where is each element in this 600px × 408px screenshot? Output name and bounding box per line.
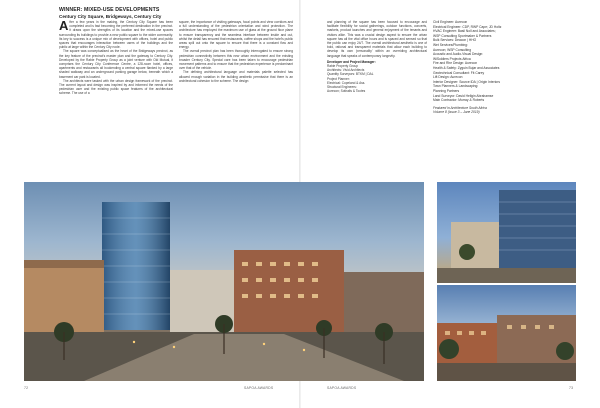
left-page-number: 72: [24, 386, 29, 390]
credit-line: Fire and Rhe Design: Aurecon: [433, 61, 478, 66]
paragraph: The architects were tasked with the urban design framework of the precinct. The current layout and design was inspired by and informed the needs of the pedestrian user and the existing public space features of the architectural scheme. The use of a: [59, 78, 173, 96]
drop-cap: A: [59, 20, 69, 33]
credit-line: Acoustic and Audio-Visual Design:: [433, 52, 484, 57]
paragraph: The overall precinct plan has been thoroughly interrogated to ensure strong pedestrian connectivity between this new urban environment and the existing broader Century City. Special care has been taken to encourage pedestrian movement patterns and to ensure that the pedestrian experience is predominant over that of the vehicle.: [179, 49, 293, 71]
office-tower-exterior-photo: [437, 182, 576, 283]
credit-line: Civil Engineer: Aurecon: [433, 20, 468, 24]
credit-line: HVAC Engineer: Basil Noll and Associates;: [433, 29, 496, 34]
credit-line: Project Planner:: [327, 76, 350, 81]
credit-line: Architects: Vivid Architects: [327, 68, 365, 73]
paragraph: The square was conceptualised as the heart of the Bridgeways precinct, as the key feature of the precinct's master plan and the gateway to Century City. Developed by the Rabie Property Group as a joint venture with Old Mutual, it comprises the Century City Conference Centre, a 128-room hotel, offices, apartments and restaurants all bookending a central square flanked by a large shaded walkway and an underground parking garage below, beneath which a basement car park is located.: [59, 49, 173, 79]
credit-line: Aurecon; WSP Consulting: [433, 47, 472, 52]
award-category: WINNER: MIXED-USE DEVELOPMENTS: [59, 7, 160, 13]
paragraph: The defining architectural language and materials palette selected has allowed enough variation in the building aesthetic permissive that there is an architectural cohesion to the scheme. The design: [179, 70, 293, 83]
credit-line: Health & Safety: Zyguin Bujar and Associates: [433, 65, 500, 70]
credit-line: Main Contractor: Murray & Roberts: [433, 98, 485, 103]
paragraph: fter a few years in the making, the Century City Square has been completed and is fast becoming the preferred destination in the precinct. It draws upon the strengths of its location and the mixed-use spaces surrounding its buildings to provide a new public square to the wider community. Its key to success is a unique mix of development with offices, hotel and public spaces that encourages interaction between users of the buildings and the public at large within the Century City node.: [59, 20, 173, 50]
credit-line: Wet Services/Plumbing:: [433, 42, 468, 47]
credit-line: Quantity Surveyors: BTKM | DAL: [327, 72, 374, 77]
credit-line: Bulk Services: Deacon | HHO: [433, 38, 477, 43]
paragraph: square, the importance of visiting gateways, focal points and view corridors and a full understanding of the pedestrian orientation and wind protection. The architecture has employed the maximum use of glass at the ground floor plane to ensure transparency and the seamless interface between inside and out, whilst the detail has ensured that restaurants, coffee shops and the hotel's public areas spill out onto the square to ensure that there is a constant flow and energy.: [179, 20, 293, 50]
article-heading: [59, 7, 161, 19]
brick-buildings-courtyard-photo: [437, 285, 576, 381]
credits-label: Developer and Project Manager:: [327, 59, 376, 64]
text-column-2: [179, 20, 293, 178]
project-title: Century City Square, Bridgeways, Century City: [59, 14, 162, 19]
credit-line: Lift Design: Aurecon: [433, 75, 463, 80]
credit-line: Planning Partners: [433, 88, 460, 93]
credit-line: Electrical Engineer: CDP, RWP Cape; JD Holtz: [433, 24, 502, 29]
credit-line: Town Planners & Landscaping:: [433, 84, 479, 89]
text-column-1: [59, 20, 173, 178]
credit-line: Structural Engineers:: [327, 85, 357, 90]
left-running-footer: SAPOA AWARDS: [244, 386, 274, 390]
feature-note: Featured in Architecture South Africa: [433, 105, 487, 110]
credits-column: [433, 20, 573, 115]
credit-line: Geotechnical Consultant: Fit Carey: [433, 70, 485, 75]
right-page-number: 73: [569, 386, 574, 390]
credit-line: Rabie Property Group: [327, 64, 359, 69]
city-square-night-photo: [24, 182, 424, 381]
right-running-footer: SAPOA AWARDS: [327, 386, 357, 390]
text-column-3: [327, 20, 427, 178]
paragraph: and planning of the square has been focused to encourage and facilitate flexibility for social gatherings, outdoor functions, concerts, markets, product launches and general enjoyment of the tenants and visitors alike. This was a crucial design aspect to ensure the urban square has all the vital office hours and is spaced and sensed so that the public can enjoy 24/7. The overall architectural aesthetic is one of bold, rational and transparent materials that allow each building to develop its own 'personality' within an overriding architectural language that speaks of contemporary longevity.: [327, 20, 427, 58]
credit-line: Land Surveyor: David Hellgin Abrahamse: [433, 93, 494, 98]
credit-line: Aurecon; Sotiralis & Tootes: [327, 89, 366, 94]
credit-line: WiSoldiers Projects Africa: [433, 56, 471, 61]
credit-line: WSP Consulting Sportmaker & Partners: [433, 33, 492, 38]
credit-line: Interior Designer: Source iDA | Origin Interiors: [433, 79, 501, 84]
credit-line: Electrical: Copeland & Ass.: [327, 80, 366, 85]
feature-issue: Volume 8 (Issue 3 – June 2019): [433, 110, 480, 115]
